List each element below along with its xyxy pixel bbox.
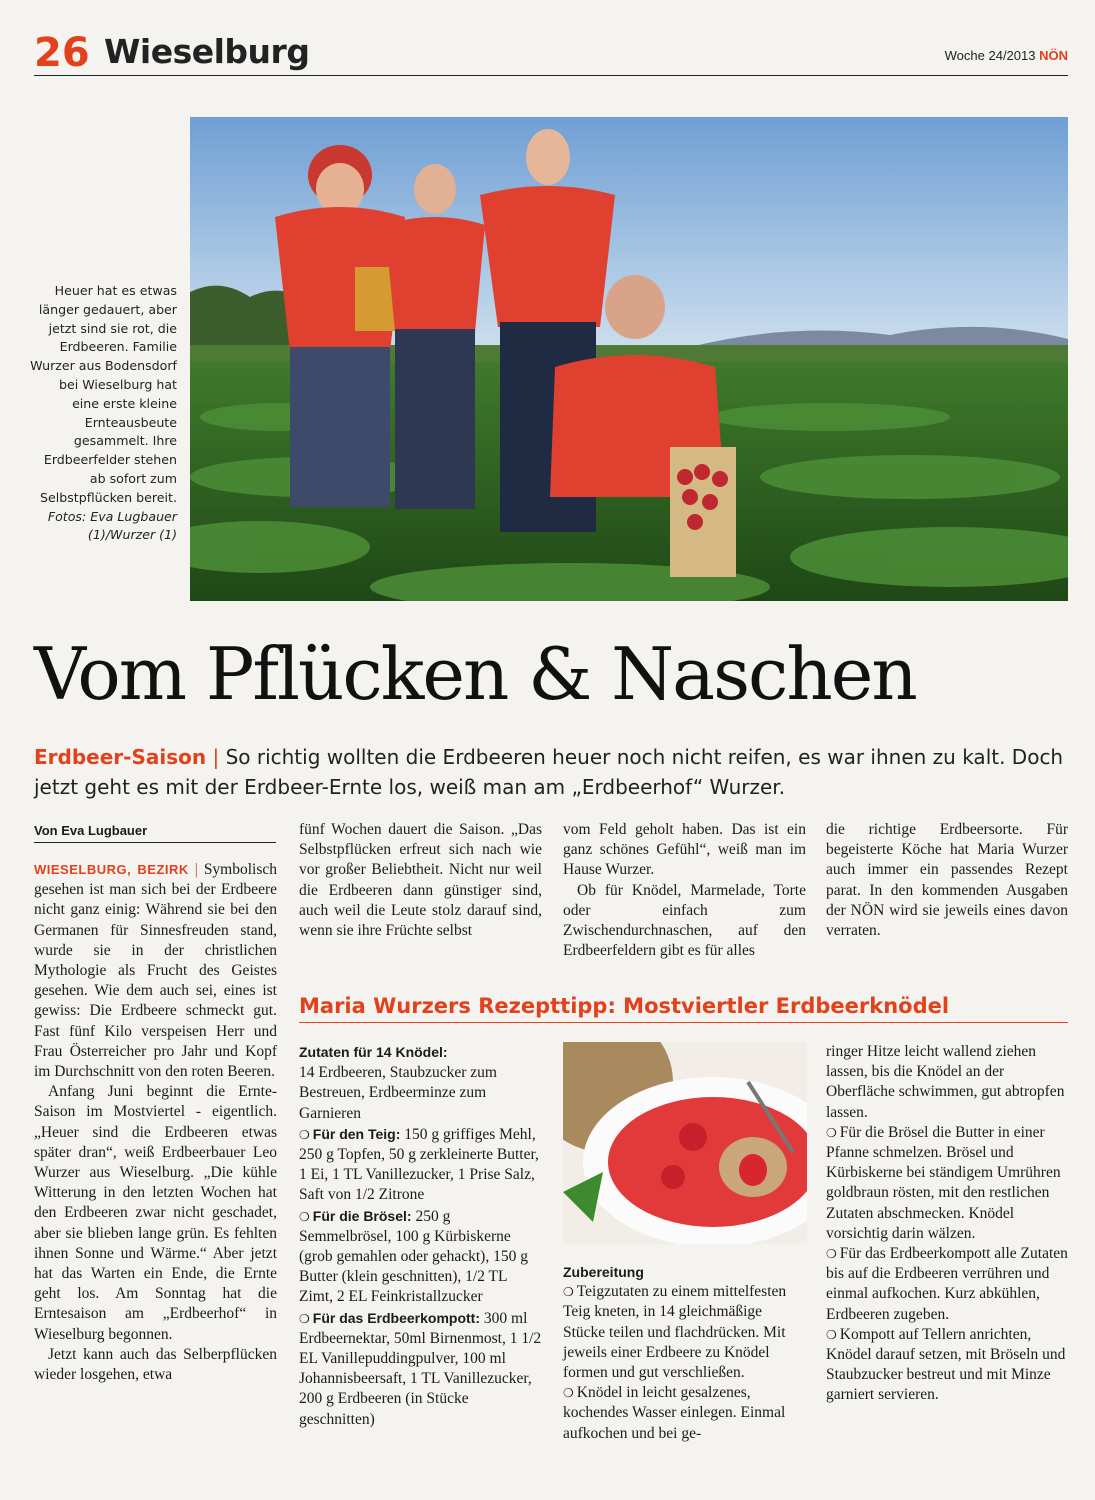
- article-column-3: [563, 820, 806, 961]
- article-paragraph: Jetzt kann auch das Selberpflücken wieder losgehen, etwa: [34, 1345, 277, 1384]
- ingredient-group-text: 250 g Semmelbrösel, 100 g Kürbiskerne (grob gemahlen oder gehackt), 150 g Butter (klein geschnitten), 1/2 TL Zimt, 2 EL Feinkristallzucker: [299, 1207, 528, 1306]
- step-text: Teigzutaten zu einem mittelfesten Teig kneten, in 14 gleichmäßige Stücke teilen und flachdrücken. Mit jeweils einer Erdbeere zu Knödel formen und gut verschließen.: [563, 1283, 787, 1382]
- photo-caption: [30, 282, 177, 545]
- recipe-preparation: [563, 1262, 806, 1444]
- paragraph-text: Symbolisch gesehen ist man sich bei der Erdbeere nicht ganz einig: Während sie bei den Germanen für Sinnesfreuden stand, wurde sie in der christlichen Mythologie als Frucht des Geistes gesehen. Wie dem auch sei, eines ist gewiss: Die Erdbeere schmeckt gut. Fast fünf Kilo verspeisen Herr und Frau Österreicher pro Jahr und Kopf im Durchschnitt von den roten Beeren.: [34, 861, 278, 1081]
- kicker: Erdbeer-Saison: [34, 745, 207, 769]
- page-number: 26: [34, 30, 90, 76]
- ingredients-heading: Zutaten für 14 Knödel: [299, 1044, 443, 1060]
- ingredient-group-text: 150 g griffiges Mehl, 250 g Topfen, 50 g zerkleinerte Butter, 1 Ei, 1 TL Vanillezucker, 1 Prise Salz, Saft von 1/2 Zitrone: [299, 1125, 539, 1204]
- bullet-icon: ❍: [826, 1247, 837, 1262]
- recipe-preparation-continued: [826, 1042, 1068, 1406]
- preparation-heading: Zubereitung: [563, 1264, 644, 1280]
- headline: Vom Pflücken & Naschen: [34, 632, 916, 716]
- recipe-step: [826, 1123, 1068, 1244]
- recipe-step: [563, 1282, 806, 1383]
- recipe-ingredients: Zutaten für 14 Knödel: 14 Erdbeeren, Staubzucker zum Bestreuen, Erdbeerminze zum Garnieren ❍ Für den Teig: 150 g griffiges Mehl, 250 g Topfen, 50 g zerkleinerte Butter, 1 Ei, 1 TL Vanillezucker, 1 Prise Salz, Saft von 1/2 Zitrone ❍ Für die Brösel: 250 g Semmelbrösel, 100 g Kürbiskerne (grob gemahlen oder gehackt), 150 g Butter (klein geschnitten), 1/2 TL Zimt, 2 EL Feinkristallzucker ❍ Für das Erdbeerkompott: 300 ml Erdbeernektar, 50ml Birnenmost, 1 1/2 EL Vanillepuddingpulver, 100 ml Johannisbeersaft, 1 TL Vanillezucker, 200 g Erdbeeren (in Stücke geschnitten): [299, 1042, 542, 1430]
- ingredients-intro: 14 Erdbeeren, Staubzucker zum Bestreuen, Erdbeerminze zum Garnieren: [299, 1064, 497, 1122]
- step-text: Für das Erdbeerkompott alle Zutaten bis auf die Erdbeeren verrühren und einmal aufkochen. Kurz abkühlen, Erdbeeren zugeben.: [826, 1245, 1068, 1323]
- byline: Von Eva Lugbauer: [34, 823, 276, 843]
- article-paragraph: [34, 860, 277, 1082]
- article-paragraph: Ob für Knödel, Marmelade, Torte oder einfach zum Zwischendurchnaschen, auf den Erdbeerfeldern gibt es für alles: [563, 881, 806, 960]
- article-paragraph: die richtige Erdbeersorte. Für begeisterte Köche hat Maria Wurzer auch immer ein passendes Rezept parat. In den kommenden Ausgaben der NÖN wird sie jeweils eines davon verraten.: [826, 821, 1068, 940]
- bullet-icon: ❍: [563, 1386, 574, 1401]
- step-text: Kompott auf Tellern anrichten, Knödel darauf setzen, mit Bröseln und Staubzucker bestreut und mit Minze garniert servieren.: [826, 1325, 1066, 1404]
- brand-logo: NÖN: [1039, 48, 1068, 63]
- bullet-icon: ❍: [299, 1311, 310, 1326]
- caption-text: Heuer hat es etwas länger gedauert, aber jetzt sind sie rot, die Erdbeeren. Familie Wurzer aus Bodensdorf bei Wieselburg hat eine erste kleine Ernteausbeute gesammelt. Ihre Erdbeerfelder stehen ab sofort zum Selbstpflücken bereit.: [30, 283, 177, 505]
- bullet-icon: ❍: [299, 1127, 310, 1142]
- ingredient-group-text: 300 ml Erdbeernektar, 50ml Birnenmost, 1 1/2 EL Vanillepuddingpulver, 100 ml Johannisbeersaft, 1 TL Vanillezucker, 200 g Erdbeeren (in Stücke geschnitten): [299, 1309, 542, 1428]
- dateline: WIESELBURG, BEZIRK: [34, 862, 189, 877]
- ingredient-group-label: Für die Brösel:: [312, 1207, 412, 1224]
- bullet-icon: ❍: [826, 1125, 837, 1140]
- subheadline: [34, 742, 1068, 802]
- issue-label: [945, 48, 1068, 63]
- article-column-4: [826, 820, 1068, 941]
- kicker-separator: |: [212, 745, 220, 769]
- main-photo: [190, 117, 1068, 601]
- step-continuation: ringer Hitze leicht wallend ziehen lassen, bis die Knödel an der Oberfläche schwimmen, gut abtropfen lassen.: [826, 1043, 1065, 1121]
- article-column-2: [299, 820, 542, 941]
- recipe-step: [563, 1383, 806, 1444]
- issue-number: Woche 24/2013: [944, 48, 1036, 63]
- article-paragraph: Anfang Juni beginnt die Ernte-Saison im Mostviertel - eigentlich. „Heuer sind die Erdbeeren etwas später dran“, weiß Erdbeerbauer Leo Wurzer aus Wieselburg. „Die kühle Witterung in den letzten Wochen hat den Erdbeeren zwar nicht geschadet, aber sie blieben lange grün. Es fehlten ihnen Sonne und Wärme.“ Aber jetzt hat das Warten ein Ende, die Ernte geht los. Am Sonntag hat die Erntesaison am „Erdbeerhof“ in Wieselburg begonnen.: [34, 1083, 277, 1343]
- article-paragraph: fünf Wochen dauert die Saison. „Das Selbstpflücken erfreut sich nach wie vor großer Beliebtheit. Nicht nur weil die Erdbeeren dann günstiger sind, auch weil die Leute stolz darauf sind, wenn sie ihre Früchte selbst: [299, 821, 542, 940]
- recipe-photo: [563, 1042, 807, 1244]
- ingredient-group: [299, 1124, 542, 1206]
- recipe-title: Maria Wurzers Rezepttipp: Mostviertler Erdbeerknödel: [299, 994, 1068, 1023]
- dek-text: So richtig wollten die Erdbeeren heuer noch nicht reifen, es war ihnen zu kalt. Doch jetzt geht es mit der Erdbeer-Ernte los, weiß man am „Erdbeerhof“ Wurzer.: [34, 745, 1064, 799]
- photo-credit: Fotos: Eva Lugbauer (1)/Wurzer (1): [47, 508, 177, 543]
- bullet-icon: ❍: [563, 1285, 574, 1300]
- step-text: Für die Brösel die Butter in einer Pfanne schmelzen. Brösel und Kürbiskerne bei ständigem Umrühren goldbraun rösten, mit den restlichen Zutaten abschmecken. Knödel vorsichtig darin wälzen.: [826, 1123, 1061, 1242]
- article-column-1: [34, 860, 277, 1385]
- step-text: Knödel in leicht gesalzenes, kochendes Wasser einlegen. Einmal aufkochen und bei ge-: [563, 1384, 786, 1442]
- section-title: Wieselburg: [104, 32, 310, 71]
- bullet-icon: ❍: [826, 1327, 837, 1342]
- page-header: [34, 26, 1068, 76]
- ingredient-group: [299, 1308, 542, 1430]
- recipe-step: [826, 1325, 1068, 1406]
- ingredient-group-label: Für das Erdbeerkompott:: [312, 1309, 481, 1326]
- dateline-separator: |: [194, 861, 198, 878]
- recipe-step: [826, 1244, 1068, 1325]
- article-paragraph: vom Feld geholt haben. Das ist ein ganz schönes Gefühl“, weiß man im Hause Wurzer.: [563, 821, 806, 879]
- ingredient-group-label: Für den Teig:: [312, 1125, 401, 1142]
- ingredient-group: [299, 1206, 542, 1308]
- bullet-icon: ❍: [299, 1209, 310, 1224]
